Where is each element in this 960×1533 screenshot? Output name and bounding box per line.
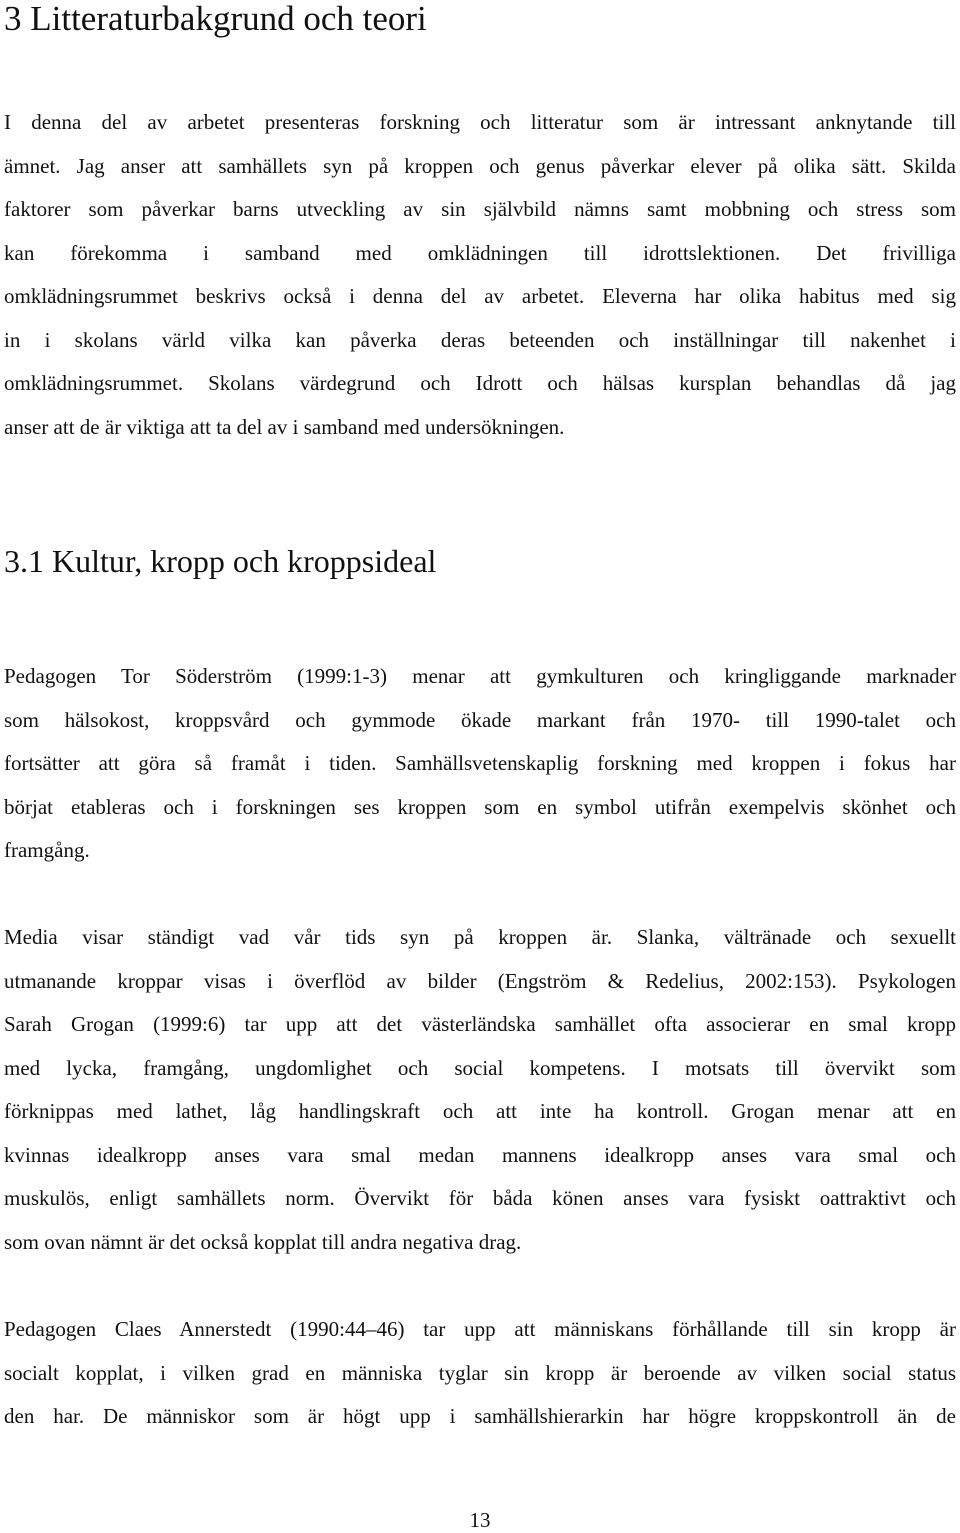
text-line: in i skolans värld vilka kan påverka deras beteenden och inställningar till nakenhet i	[4, 327, 956, 352]
subsection-heading: 3.1 Kultur, kropp och kroppsideal	[4, 543, 437, 579]
text-line: Sarah Grogan (1999:6) tar upp att det västerländska samhället ofta associerar en smal kropp	[4, 1012, 956, 1036]
text-line: kvinnas idealkropp anses vara smal medan mannens idealkropp anses vara smal och	[4, 1142, 956, 1167]
text-line: den har. De människor som är högt upp i samhällshierarkin har högre kroppskontroll än de	[4, 1404, 956, 1428]
text-line: kan förekomma i samband med omklädningen till idrottslektionen. Det frivilliga	[4, 240, 956, 265]
text-line: förknippas med lathet, låg handlingskraft och att inte ha kontroll. Grogan menar att en	[4, 1099, 956, 1123]
text-line: omklädningsrummet. Skolans värdegrund och Idrott och hälsas kursplan behandlas då jag	[4, 371, 956, 395]
section-heading: 3 Litteraturbakgrund och teori	[4, 0, 427, 38]
text-line: muskulös, enligt samhällets norm. Övervikt för båda könen anses vara fysiskt oattraktivt och	[4, 1186, 956, 1210]
body-paragraph	[4, 1308, 956, 1439]
text-line: anser att de är viktiga att ta del av i samband med undersökningen.	[4, 414, 565, 439]
text-line: som hälsokost, kroppsvård och gymmode ökade markant från 1970- till 1990-talet och	[4, 707, 956, 732]
text-line: framgång.	[4, 838, 90, 862]
text-line: Pedagogen Claes Annerstedt (1990:44–46) tar upp att människans förhållande till sin kropp är	[4, 1317, 956, 1341]
text-line: börjat etableras och i forskningen ses kroppen som en symbol utifrån exempelvis skönhet och	[4, 794, 956, 819]
text-line: fortsätter att göra så framåt i tiden. Samhällsvetenskaplig forskning med kroppen i fokus har	[4, 751, 956, 775]
body-paragraph	[4, 916, 956, 1264]
text-line: Pedagogen Tor Söderström (1999:1-3) menar att gymkulturen och kringliggande marknader	[4, 664, 956, 688]
body-paragraph	[4, 655, 956, 873]
text-line: med lycka, framgång, ungdomlighet och social kompetens. I motsats till övervikt som	[4, 1055, 956, 1080]
text-line: faktorer som påverkar barns utveckling av sin självbild nämns samt mobbning och stress som	[4, 197, 956, 221]
text-line: I denna del av arbetet presenteras forskning och litteratur som är intressant anknytande till	[4, 110, 956, 134]
intro-paragraph	[4, 101, 956, 449]
text-line: socialt kopplat, i vilken grad en människa tyglar sin kropp är beroende av vilken social status	[4, 1360, 956, 1385]
text-line: omklädningsrummet beskrivs också i denna del av arbetet. Eleverna har olika habitus med sig	[4, 284, 956, 308]
text-line: utmanande kroppar visas i överflöd av bilder (Engström & Redelius, 2002:153). Psykologen	[4, 968, 956, 993]
text-line: som ovan nämnt är det också kopplat till andra negativa drag.	[4, 1229, 522, 1254]
text-line: Media visar ständigt vad vår tids syn på kroppen är. Slanka, vältränade och sexuellt	[4, 925, 956, 949]
page-number: 13	[469, 1508, 491, 1532]
text-line: ämnet. Jag anser att samhällets syn på kroppen och genus påverkar elever på olika sätt. Skilda	[4, 153, 956, 178]
